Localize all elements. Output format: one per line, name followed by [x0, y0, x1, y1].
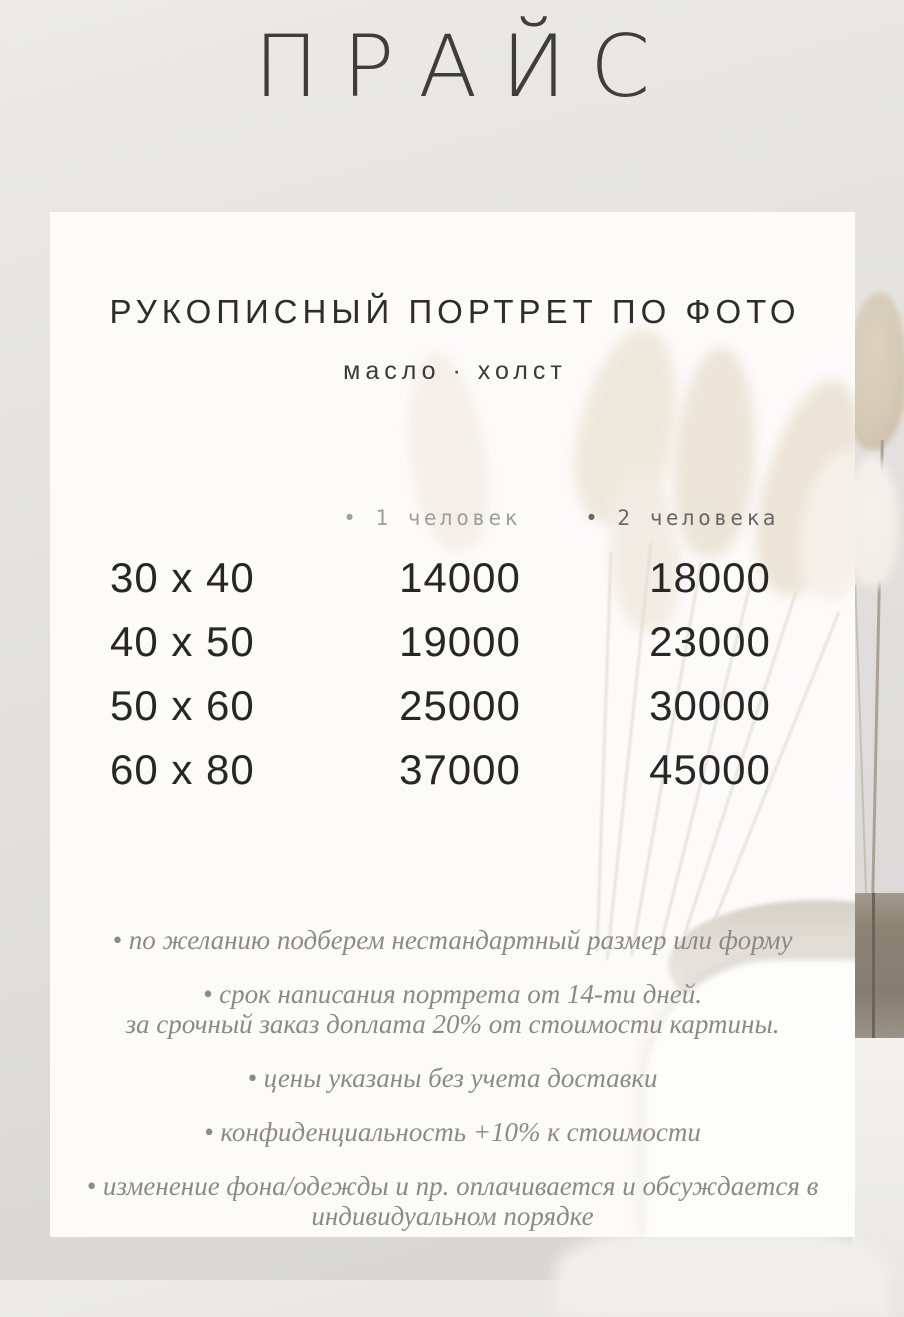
price-cell-2person: 18000	[649, 554, 771, 601]
price-cell-1person: 25000	[399, 682, 521, 729]
price-cell-2person: 30000	[649, 682, 771, 729]
card-heading: РУКОПИСНЫЙ ПОРТРЕТ ПО ФОТО	[109, 293, 801, 330]
table-row	[110, 546, 855, 610]
note-item	[50, 925, 855, 955]
note-text: • срок написания портрета от 14-ти дней.	[202, 979, 703, 1009]
note-item	[50, 1117, 855, 1147]
page-title: ПРАЙС	[253, 17, 675, 117]
col-header-2person: • 2 человека	[585, 506, 779, 530]
grass-stem-icon	[854, 585, 867, 910]
note-text: индивидуальном порядке	[311, 1201, 594, 1231]
size-cell: 50 x 60	[110, 682, 255, 729]
note-text: • цены указаны без учета доставки	[247, 1063, 658, 1093]
price-table	[50, 546, 855, 802]
price-cell-1person: 37000	[399, 746, 521, 793]
price-cell-1person: 19000	[399, 618, 521, 665]
note-text: • изменение фона/одежды и пр. оплачивается и обсуждается в	[86, 1171, 819, 1201]
header-spacer	[82, 504, 307, 532]
note-item	[50, 979, 855, 1039]
table-row	[110, 610, 855, 674]
note-text: • конфиденциальность +10% к стоимости	[204, 1117, 701, 1147]
price-cell-2person: 45000	[649, 746, 771, 793]
price-cell-2person: 23000	[649, 618, 771, 665]
vase-interior	[852, 893, 904, 1038]
size-cell: 60 x 80	[110, 746, 255, 793]
note-item	[50, 1063, 855, 1093]
table-row	[110, 738, 855, 802]
notes-list	[50, 925, 855, 1231]
note-item	[50, 1171, 855, 1231]
size-cell: 30 x 40	[110, 554, 255, 601]
price-cell-1person: 14000	[399, 554, 521, 601]
note-text: за срочный заказ доплата 20% от стоимости картины.	[125, 1009, 780, 1039]
card-content	[50, 212, 855, 1237]
col-header-1person: • 1 человек	[343, 506, 521, 530]
card-subtitle: масло · холст	[343, 357, 567, 385]
table-header-row	[82, 504, 827, 532]
size-cell: 40 x 50	[110, 618, 255, 665]
grass-stem-icon	[872, 893, 875, 1038]
price-card	[50, 212, 855, 1237]
table-row	[110, 674, 855, 738]
note-text: • по желанию подберем нестандартный размер или форму	[112, 925, 793, 955]
